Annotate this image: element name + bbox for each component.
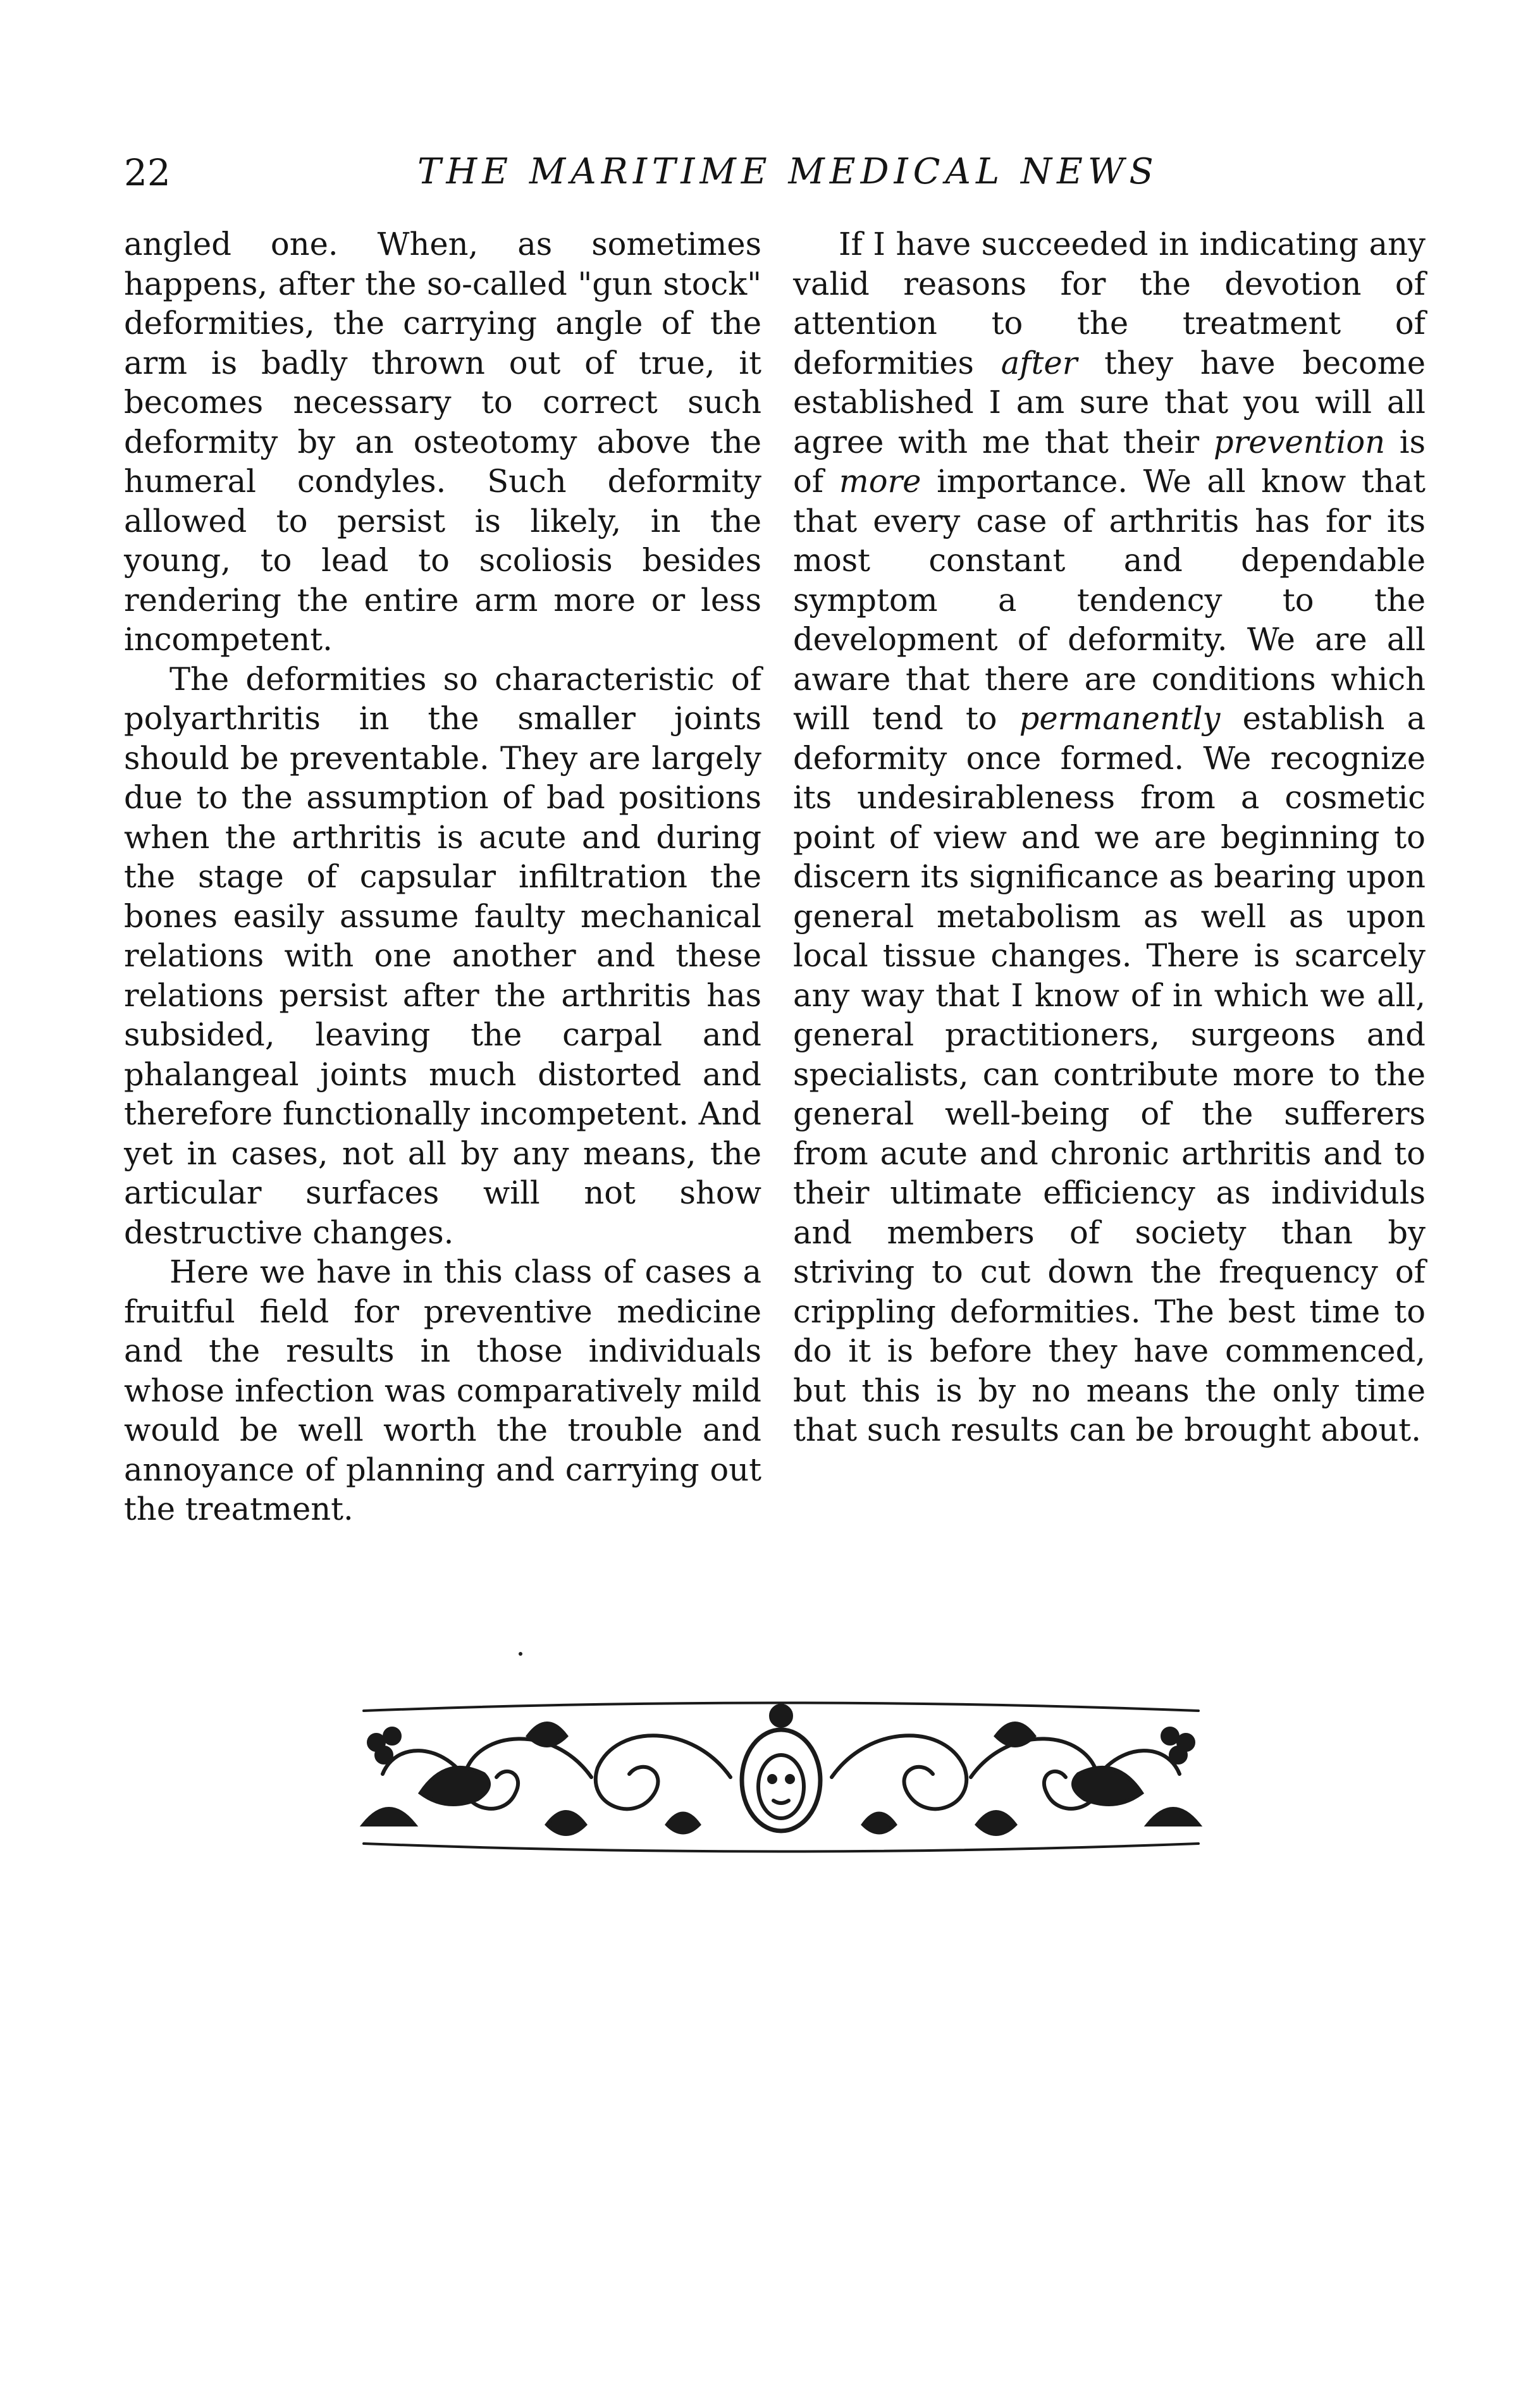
- text-run: they have become established I am sure that you will all agree with me that their: [793, 344, 1426, 460]
- text-run: importance. We all know that that every case of arthritis has for its most constant and dependable symptom a tendency to the development of deformity. We are all aware that there are conditions which will tend to: [793, 463, 1426, 737]
- left-paragraph-3: Here we have in this class of cases a fruitful field for preventive medicine and the results in those individuals whose infection was comparatively mild would be well worth the trouble and annoyance of planning and carrying out the treatment.: [124, 1254, 761, 1527]
- emphasis-permanently: permanently: [1019, 700, 1221, 737]
- emphasis-more: more: [839, 463, 921, 500]
- decorative-tailpiece-icon: [338, 1698, 1224, 1856]
- running-title: THE MARITIME MEDICAL NEWS: [417, 151, 1159, 192]
- left-paragraph-1: angled one. When, as sometimes happens, after the so-called "gun stock" deformities, the carrying angle of the arm is badly thrown out of true, it becomes necessary to correct such deformity by an osteotomy above the humeral condyles. Such deformity allowed to persist is likely, in the young, to lead to scoliosis besides rendering the entire arm more or less incompetent.: [124, 226, 761, 658]
- right-paragraph-1: [793, 225, 1426, 1450]
- text-run: establish a deformity once formed. We recognize its undesirableness from a cosmetic point of view and we are beginning to discern its significance as bearing upon general metabolism as well as upon local tissue changes. There is scarcely any way that I know of in which we all, general practitioners, surgeons and specialists, can contribute more to the general well-being of the sufferers from acute and chronic arthritis and to their ultimate efficiency as individuls and members of society than by striving to cut down the frequency of crippling deformities. The best time to do it is before they have commenced, but this is by no means the only time that such results can be brought about.: [793, 700, 1426, 1448]
- emphasis-prevention: prevention: [1213, 423, 1386, 460]
- left-column: [124, 225, 761, 1529]
- emphasis-after: after: [1001, 344, 1078, 381]
- left-paragraph-2: The deformities so characteristic of polyarthritis in the smaller joints should be preventable. They are largely due to the assumption of bad positions when the arthritis is acute and during the stage of capsular infiltration the bones easily assume faulty mechanical relations with one another and these relations persist after the arthritis has subsided, leaving the carpal and phalangeal joints much distorted and therefore functionally incompetent. And yet in cases, not all by any means, the articular surfaces will not show destructive changes.: [124, 660, 761, 1251]
- text-run: If I have succeeded in indicating any valid reasons for the devotion of attention to the treatment of deformities: [793, 226, 1426, 381]
- stray-mark: [519, 1652, 522, 1656]
- page-number: 22: [124, 151, 171, 194]
- text-run: is of: [793, 423, 1426, 500]
- right-column: [793, 225, 1426, 1450]
